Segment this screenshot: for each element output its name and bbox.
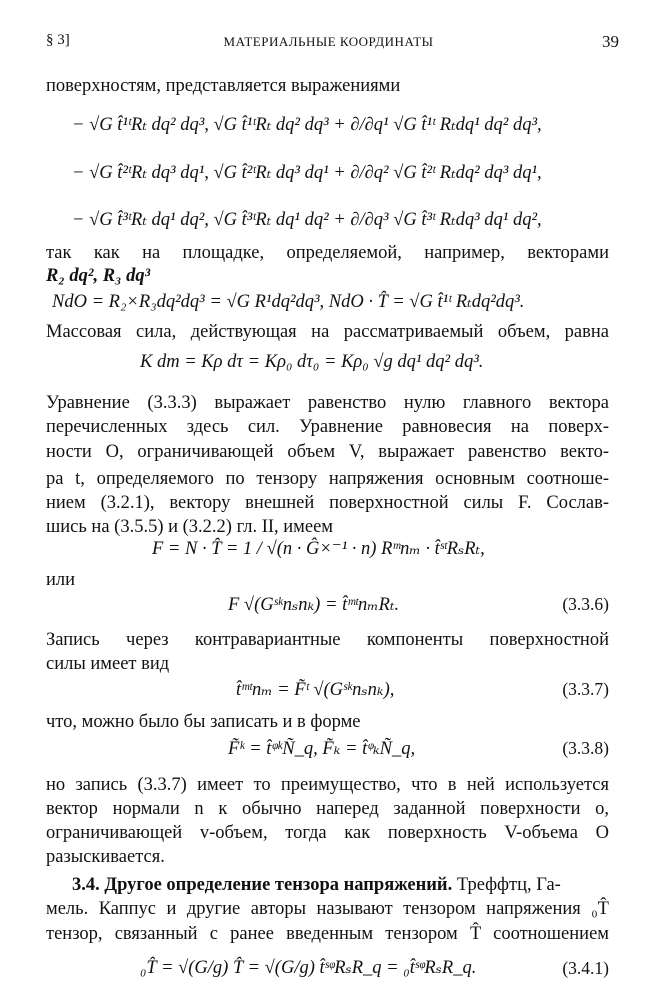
section-heading: 3.4. Другое определение тензора напряжений. [72,875,453,895]
formula-ndo: NdO = R₂×R₃dq²dq³ = √G R¹dq²dq³, NdO · T̂ = √G t̂¹ᵗ Rₜdq²dq³. [52,292,525,312]
formula-row-2: − √G t̂²ᵗRₜ dq³ dq¹, √G t̂²ᵗRₜ dq³ dq¹ + ∂/∂q² √G t̂²ᵗ Rₜdq² dq³ dq¹, [72,163,542,183]
running-title: МАТЕРИАЛЬНЫЕ КООРДИНАТЫ [223,34,434,49]
equation-number: (3.3.7) [562,679,609,699]
text-line: или [46,570,76,590]
formula-3-3-8: F̃ᵏ = t̂ᵠᵏÑ_q, F̃ₖ = t̂ᵠₖÑ_q, [228,739,416,759]
section-heading-rest: Треффтц, Га- [456,875,561,895]
formula-3-4-1: ₀T̂ = √(G/g) T̂ = √(G/g) t̂ˢᵠRₛR_q = ₀t̂ˢᵠRₛR_q. [140,958,477,978]
text-line: разыскивается. [46,847,165,867]
equation-number: (3.3.8) [562,738,609,758]
section-heading-line [72,873,609,897]
equation-number: (3.4.1) [562,958,609,978]
text-line: Массовая сила, действующая на рассматриваемый объем, равна [46,322,609,342]
text-line: ности O, ограничивающей объем V, выражает равенство векто- [46,442,609,462]
text-line: ра t, определяемого по тензору напряжения основным соотноше- [46,469,609,489]
text-line: тензор, связанный с ранее введенным тензором T̂ соотношением [46,924,609,944]
formula-surface-force: F = N · T̂ = 1 / √(n · Ĝ×⁻¹ · n) Rᵐnₘ · t̂ˢᵗRₛRₜ, [152,539,485,559]
equation-number: (3.3.6) [562,594,609,614]
text-line: Уравнение (3.3.3) выражает равенство нулю главного вектора [46,393,609,413]
formula-mass-force: K dm = Kρ dτ = Kρ₀ dτ₀ = Kρ₀ √g dq¹ dq² dq³. [140,352,484,372]
text-line: ограничивающей v-объем, тогда как поверхность V-объема O [46,823,609,843]
text-line: перечисленных здесь сил. Уравнение равновесия на поверх- [46,417,609,437]
text-line: Запись через контравариантные компоненты поверхностной [46,630,609,650]
text-line: вектор нормали n к обычно наперед заданной поверхности o, [46,799,609,819]
text-line: так как на площадке, определяемой, например, векторами [46,243,609,263]
formula-row-3: − √G t̂³ᵗRₜ dq¹ dq², √G t̂³ᵗRₜ dq¹ dq² + ∂/∂q³ √G t̂³ᵗ Rₜdq³ dq¹ dq², [72,210,542,230]
formula-3-3-6: F √(Gˢᵏnₛnₖ) = t̂ᵐᵗnₘRₜ. [228,595,400,615]
text-line: шись на (3.5.5) и (3.2.2) гл. II, имеем [46,517,334,537]
page-number: 39 [602,32,619,51]
text-line: мель. Каппус и другие авторы называют тензором напряжения ₀T̂ [46,899,609,919]
text-line: что, можно было бы записать и в форме [46,712,361,732]
formula-3-3-7: t̂ᵐᵗnₘ = F̃ᵗ √(Gˢᵏnₛnₖ), [236,680,395,700]
text-line: нием (3.2.1), вектору внешней поверхностной силы F. Сослав- [46,493,609,513]
text-line: силы имеет вид [46,654,170,674]
text-line: R₂ dq², R₃ dq³ [46,266,151,286]
formula-row-1: − √G t̂¹ᵗRₜ dq² dq³, √G t̂¹ᵗRₜ dq² dq³ + ∂/∂q¹ √G t̂¹ᵗ Rₜdq¹ dq² dq³, [72,115,542,135]
section-marker: § 3] [46,32,70,48]
text-line: поверхностям, представляется выражениями [46,76,401,96]
text-line: но запись (3.3.7) имеет то преимущество, что в ней используется [46,775,609,795]
